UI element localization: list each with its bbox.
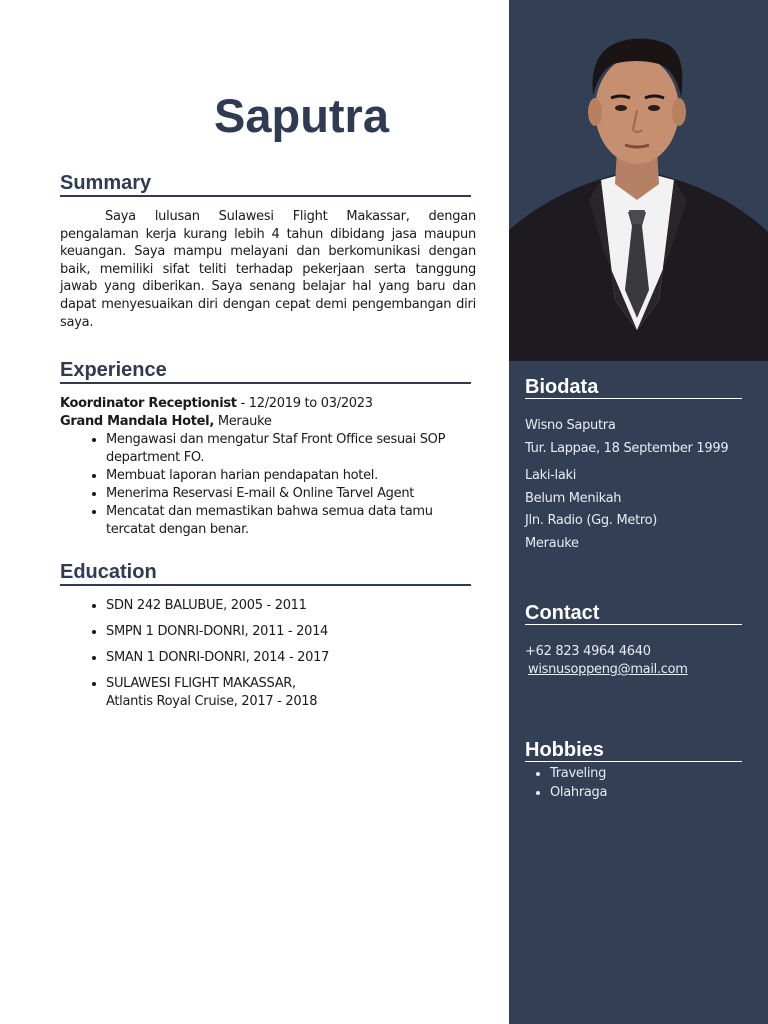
duty-list	[60, 431, 480, 539]
hobbies-list	[525, 764, 607, 802]
education-item-line: SULAWESI FLIGHT MAKASSAR,	[106, 676, 296, 691]
experience-company-line	[60, 413, 480, 431]
education-heading: Education	[60, 561, 471, 586]
summary-text: Saya lulusan Sulawesi Flight Makassar, dengan pengalaman kerja kurang lebih 4 tahun dibidang jasa maupun keuangan. Saya mampu melayani dan berkomunikasi dengan baik, memiliki sifat teliti terhadap pekerjaan serta tanggung jawab yang diberikan. Saya senang belajar hal yang baru dan dapat menyesuaikan diri dengan cepat demi pengembangan diri saya.	[60, 209, 476, 330]
job-period: - 12/2019 to 03/2023	[236, 396, 373, 411]
job-location: Merauke	[213, 414, 272, 429]
contact-email-link[interactable]: wisnusoppeng@mail.com	[528, 662, 688, 677]
education-section	[60, 597, 480, 719]
education-item: • SDN 242 BALUBUE, 2005 - 2011	[106, 597, 480, 615]
job-position: Koordinator Receptionist	[60, 396, 237, 411]
duty-item: • Mengawasi dan mengatur Staf Front Office sesuai SOP department FO.	[106, 431, 480, 467]
education-item	[106, 675, 480, 711]
sidebar	[509, 0, 768, 1024]
duty-item: • Menerima Reservasi E-mail & Online Tarvel Agent	[106, 485, 480, 503]
profile-photo-illustration	[509, 0, 768, 361]
contact-heading: Contact	[525, 602, 742, 625]
summary-heading: Summary	[60, 172, 471, 197]
biodata-city: Merauke	[525, 536, 579, 551]
contact-phone: +62 823 4964 4640	[525, 644, 651, 659]
experience-heading: Experience	[60, 359, 471, 384]
biodata-gender: Laki-laki	[525, 468, 577, 483]
biodata-address: Jln. Radio (Gg. Metro)	[525, 513, 658, 528]
education-item: • SMPN 1 DONRI-DONRI, 2011 - 2014	[106, 623, 480, 641]
education-item-line: Atlantis Royal Cruise, 2017 - 2018	[106, 694, 318, 709]
hobbies-heading: Hobbies	[525, 739, 742, 762]
biodata-marital: Belum Menikah	[525, 491, 622, 506]
hobby-item: • Traveling	[550, 764, 607, 783]
hobby-item: • Olahraga	[550, 783, 607, 802]
biodata-name: Wisno Saputra	[525, 418, 616, 433]
biodata-birth: Tur. Lappae, 18 September 1999	[525, 441, 729, 456]
experience-section	[60, 395, 480, 539]
biodata-heading: Biodata	[525, 376, 742, 399]
page-title: Saputra	[214, 89, 389, 142]
job-company: Grand Mandala Hotel,	[60, 414, 214, 429]
education-list	[60, 597, 480, 711]
education-item: • SMAN 1 DONRI-DONRI, 2014 - 2017	[106, 649, 480, 667]
experience-job-line	[60, 395, 480, 413]
duty-item: • Membuat laporan harian pendapatan hotel.	[106, 467, 480, 485]
duty-item: • Mencatat dan memastikan bahwa semua data tamu tercatat dengan benar.	[106, 503, 480, 539]
profile-photo	[509, 0, 768, 361]
